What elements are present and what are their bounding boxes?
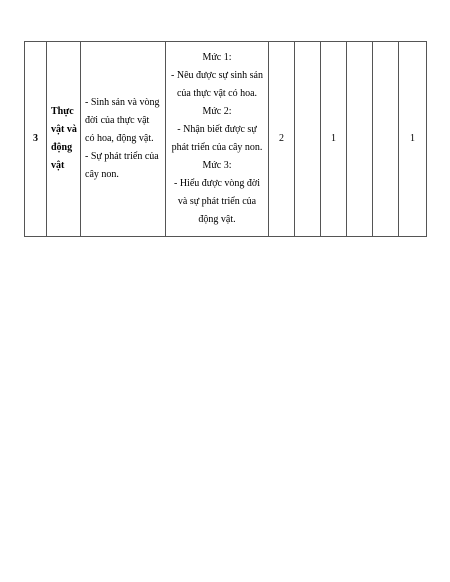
requirement-cell — [166, 42, 269, 237]
requirement-line: - Hiểu được vòng đời — [174, 178, 260, 189]
count-cell-3: 1 — [321, 42, 347, 237]
content-line: đời của thực vật — [85, 115, 150, 126]
requirement-line: - Nêu được sự sinh sản — [171, 70, 263, 81]
topic-line: vật và — [51, 124, 77, 135]
requirement-line: Mức 3: — [202, 160, 232, 171]
content-cell — [81, 42, 166, 237]
requirement-line: phát triển của cây non. — [171, 142, 263, 153]
requirement-line: và sự phát triển của — [177, 196, 257, 207]
requirement-line: Mức 1: — [202, 52, 232, 63]
requirement-line: - Nhận biết được sự — [177, 124, 257, 135]
count-cell-1: 2 — [269, 42, 295, 237]
requirement-line: động vật. — [198, 214, 236, 225]
topic-line: Thực — [51, 106, 74, 117]
count-cell-5 — [373, 42, 399, 237]
topic-cell — [47, 42, 81, 237]
topic-line: động — [51, 142, 73, 153]
topic-line: vật — [51, 160, 65, 171]
content-line: - Sự phát triển của — [85, 151, 159, 162]
table-row — [25, 42, 427, 237]
row-number-cell: 3 — [25, 42, 47, 237]
content-line: có hoa, động vật. — [85, 133, 154, 144]
requirement-line: của thực vật có hoa. — [176, 88, 258, 99]
count-cell-2 — [295, 42, 321, 237]
assessment-matrix-table — [24, 41, 427, 237]
requirement-line: Mức 2: — [202, 106, 232, 117]
content-line: - Sinh sản và vòng — [85, 97, 160, 108]
count-cell-6: 1 — [399, 42, 427, 237]
content-line: cây non. — [85, 169, 119, 180]
count-cell-4 — [347, 42, 373, 237]
